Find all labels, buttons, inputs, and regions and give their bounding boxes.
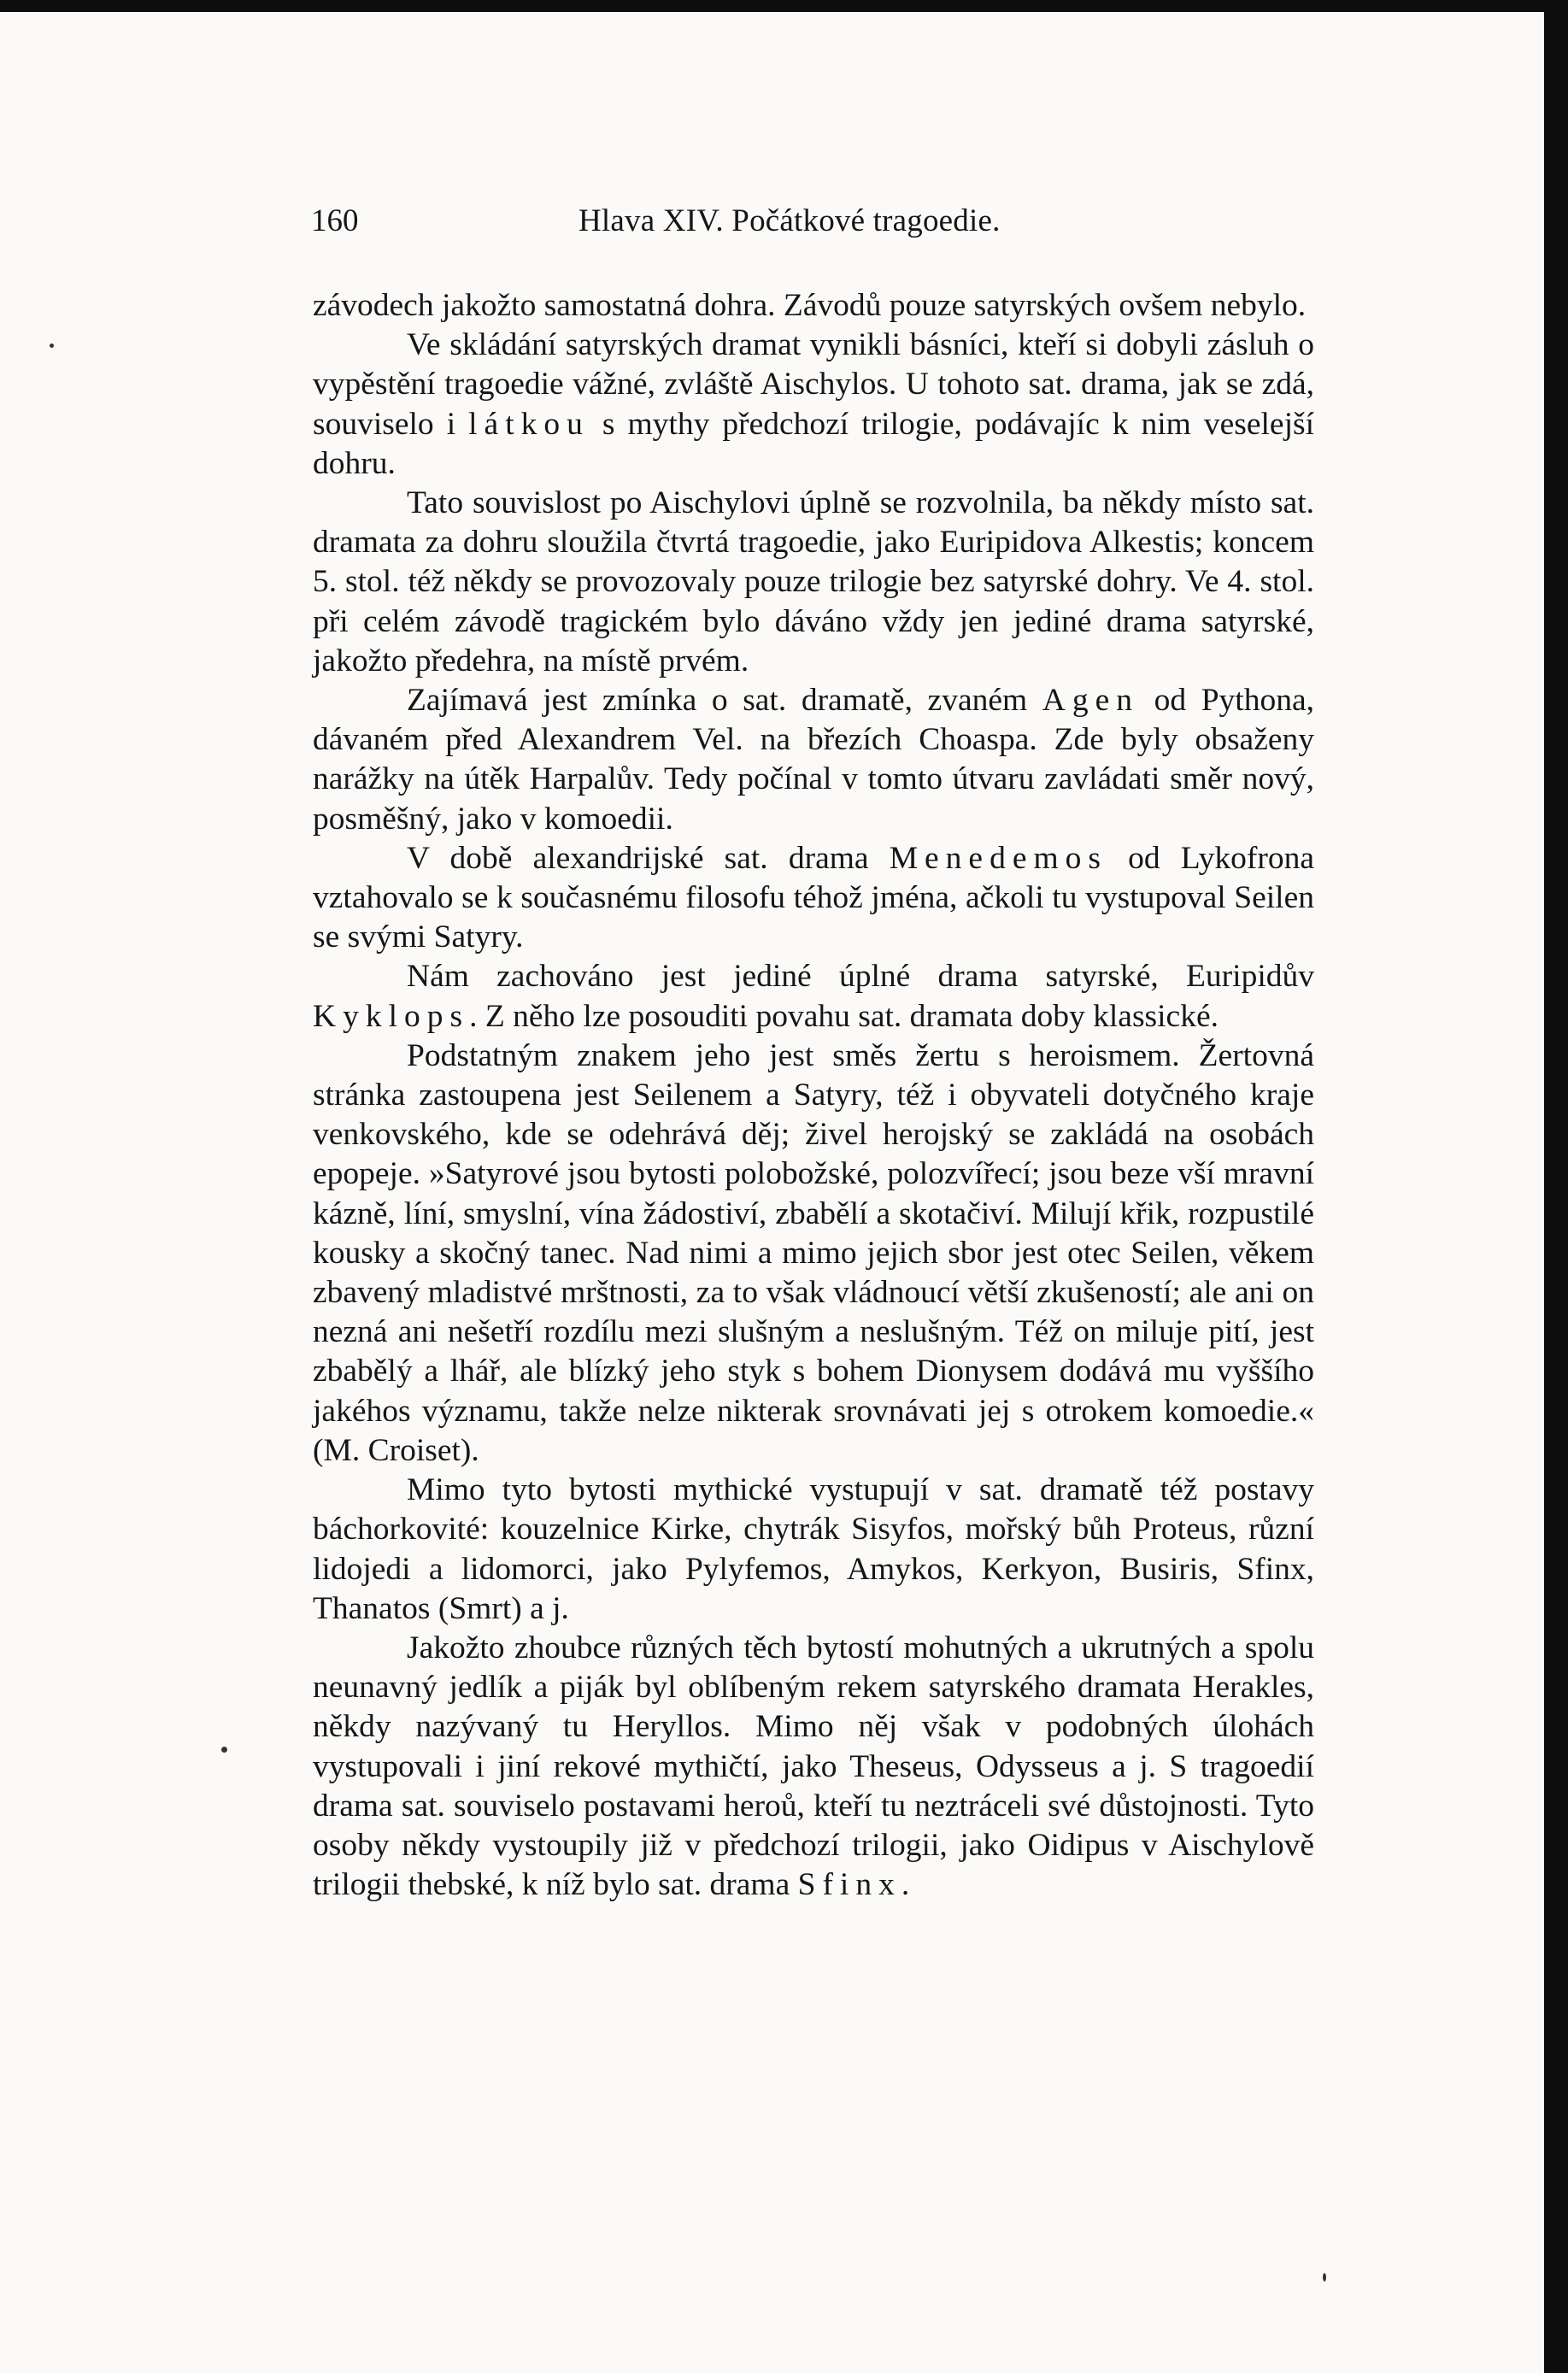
scan-speck [50,344,54,348]
paragraph-agen [313,681,1314,839]
paragraph-text: Tato souvislost po Aischylovi úplně se rozvolnila, ba někdy místo sat. dramata za dohru sloužila čtvrtá tragoedie, jako Euripidova Alkestis; koncem 5. stol. též někdy se provozovaly pouze trilogie bez satyrské dohry. Ve 4. stol. při celém závodě tragickém bylo dáváno vždy jen jediné drama satyrské, jakožto předehra, na místě prvém. [313,485,1314,678]
paragraph-souvislost [313,484,1314,681]
scan-speck [221,1747,227,1753]
paragraph-text-after: . [901,1867,910,1903]
paragraph-text-before: Zajímavá jest zmínka o sat. dramatě, zvaném [407,683,1042,719]
paragraph-text-after: s mythy předchozí trilogie, podávajíc k nim veselejší dohru. [313,406,1314,481]
emphasis-kyklops: Kyklops [313,998,470,1034]
scan-speck [1323,2273,1326,2282]
paragraph-text-before: V době alexandrijské sat. drama [407,840,890,876]
scan-right-border [1544,0,1568,2373]
paragraph-kyklops [313,957,1314,1036]
emphasis-sfinx: Sfinx [797,1867,901,1903]
emphasis-menedemos: Menedemos [889,840,1107,876]
page-number: 160 [311,203,359,238]
paragraph-text: Mimo tyto bytosti mythické vystupují v sat. dramatě též postavy báchorkovité: kouzelnice Kirke, chytrák Sisyfos, mořský bůh Proteus, různí lidojedi a lidomorci, jako Pylyfemos, Amykos, Kerkyon, Busiris, Sfinx, Thanatos (Smrt) a j. [313,1472,1314,1626]
paragraph-podstatnym [313,1037,1314,1471]
body-text [313,286,1314,1905]
running-title: Hlava XIV. Počátkové tragoedie. [578,203,1001,238]
emphasis-agen: Agen [1042,683,1139,719]
paragraph-herakles [313,1629,1314,1905]
emphasis-latkou: látkou [468,406,590,442]
paragraph-text-before: Ve skládání satyrských dramat vynikli básníci, kteří si dobyli zásluh o vypěstění tragoedie vážné, zvláště Aischylos. U tohoto sat. drama, jak se zdá, souviselo i [313,327,1314,442]
paragraph-text: závodech jakožto samostatná dohra. Závodů pouze satyrských ovšem nebylo. [313,288,1307,323]
paragraph-text-after: od Lykofrona vztahovalo se k současnému filosofu téhož jména, ačkoli tu vystupoval Seilen se svými Satyry. [313,840,1314,955]
paragraph-text-before: Nám zachováno jest jediné úplné drama satyrské, Euripidův [407,959,1314,995]
page-header [311,192,1316,252]
paragraph-text-after: . Z něho lze posouditi povahu sat. dramata doby klassické. [469,998,1219,1034]
paragraph-text: Podstatným znakem jeho jest směs žertu s heroismem. Žertovná stránka zastoupena jest Seilenem a Satyry, též i obyvateli dotyčného kraje venkovského, kde se odehrává děj; živel herojský se zakládá na osobách epopeje. »Satyrové jsou bytosti polobožské, polozvířecí; jsou beze vší mravní kázně, líní, smyslní, vína žádostiví, zbabělí a skotačiví. Milují křik, rozpustilé kousky a skočný tanec. Nad nimi a mimo jejich sbor jest otec Seilen, věkem zbavený mladistvé mrštnosti, za to však vládnoucí větší zkušeností; ale ani on nezná ani nešetří rozdílu mezi slušným a neslušným. Též on miluje pití, jest zbabělý a lhář, ale blízký jeho styk s bohem Dionysem dodává mu vyššího jakéhos významu, takže nelze nikterak srovnávati jej s otrokem komoedie.« (M. Croiset). [313,1037,1314,1468]
paragraph-menedemos [313,839,1314,958]
paragraph-continuation [313,286,1314,326]
scan-top-border [0,0,1568,12]
paragraph-mimo [313,1471,1314,1629]
paragraph-text-before: Jakožto zhoubce různých těch bytostí mohutných a ukrutných a spolu neunavný jedlík a piják byl oblíbeným rekem satyrského dramata Herakles, někdy nazývaný tu Heryllos. Mimo něj však v podobných úlohách vystupovali i jiní rekové mythičtí, jako Theseus, Odysseus a j. S tragoedií drama sat. souviselo postavami heroů, kteří tu neztráceli své důstojnosti. Tyto osoby někdy vystoupily již v předchozí trilogii, jako Oidipus v Aischylově trilogii thebské, k níž bylo sat. drama [313,1630,1314,1903]
paragraph-text-after: od Pythona, dávaném před Alexandrem Vel. na březích Choaspa. Zde byly obsaženy narážky na útěk Harpalův. Tedy počínal v tomto útvaru zavládati směr nový, posměšný, jako v komoedii. [313,683,1314,837]
paragraph-aischylos [313,326,1314,484]
